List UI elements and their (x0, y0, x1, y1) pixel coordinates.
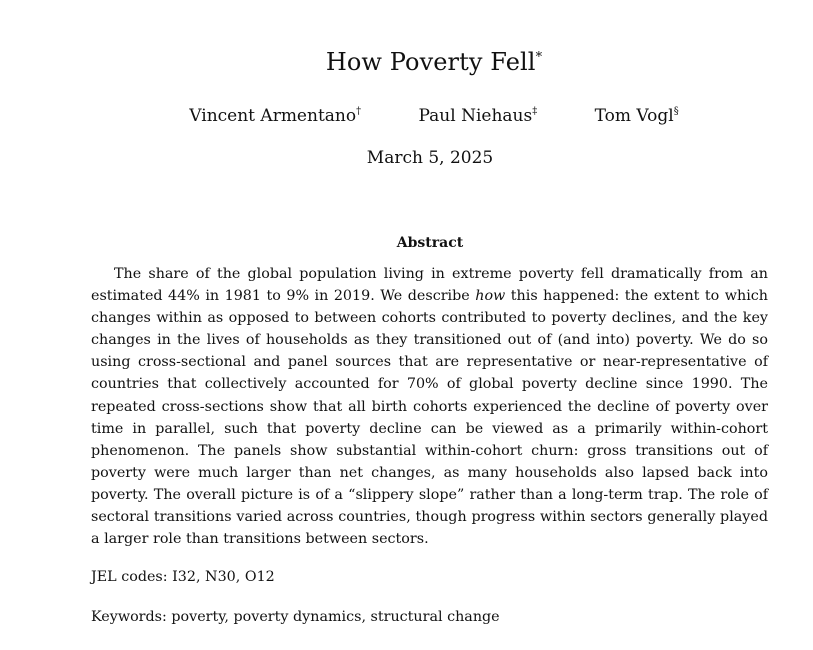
abstract-body (91, 263, 768, 550)
author-name: Paul Niehaus (418, 106, 533, 126)
author-footnote-mark: † (356, 106, 362, 117)
author-footnote-mark: § (673, 106, 679, 117)
author-vogl (595, 104, 679, 128)
abstract-emphasis: how (475, 288, 506, 305)
author-armentano (189, 104, 361, 128)
abstract-text-rest: this happened: the extent to which changes within as opposed to between cohorts contributed to poverty declines, and the key changes in the lives of households as they transitioned out of (and into) poverty. We do so using cross-sectional and panel sources that are representative or near-representative of countries that collectively accounted for 70% of global poverty decline since 1990. The repeated cross-sections show that all birth cohorts experienced the decline of poverty over time in parallel, such that poverty decline can be viewed as a primarily within-cohort phenomenon. The panels show substantial within-cohort churn: gross transitions out of poverty were much larger than net changes, as many households also lapsed back into poverty. The overall picture is of a “slippery slope” rather than a long-term trap. The role of sectoral transitions varied across countries, though progress within sectors generally played a larger role than transitions between sectors. (91, 288, 768, 548)
author-list (0, 104, 813, 128)
author-footnote-mark: ‡ (532, 106, 538, 117)
jel-codes: JEL codes: I32, N30, O12 (91, 569, 275, 585)
abstract-heading: Abstract (396, 235, 464, 251)
author-name: Vincent Armentano (189, 106, 357, 126)
author-name: Tom Vogl (594, 106, 674, 126)
keywords: Keywords: poverty, poverty dynamics, structural change (91, 609, 500, 625)
paper-title (0, 46, 813, 78)
paper-title-text: How Poverty Fell (325, 48, 536, 76)
author-niehaus (419, 104, 538, 128)
abstract-text-start: The share of the global population living in extreme poverty fell dramatically from an estimated 44% in 1981 to 9% in 2019. We describe (91, 266, 768, 305)
title-footnote-mark: * (535, 50, 543, 65)
paper-date: March 5, 2025 (366, 148, 494, 168)
